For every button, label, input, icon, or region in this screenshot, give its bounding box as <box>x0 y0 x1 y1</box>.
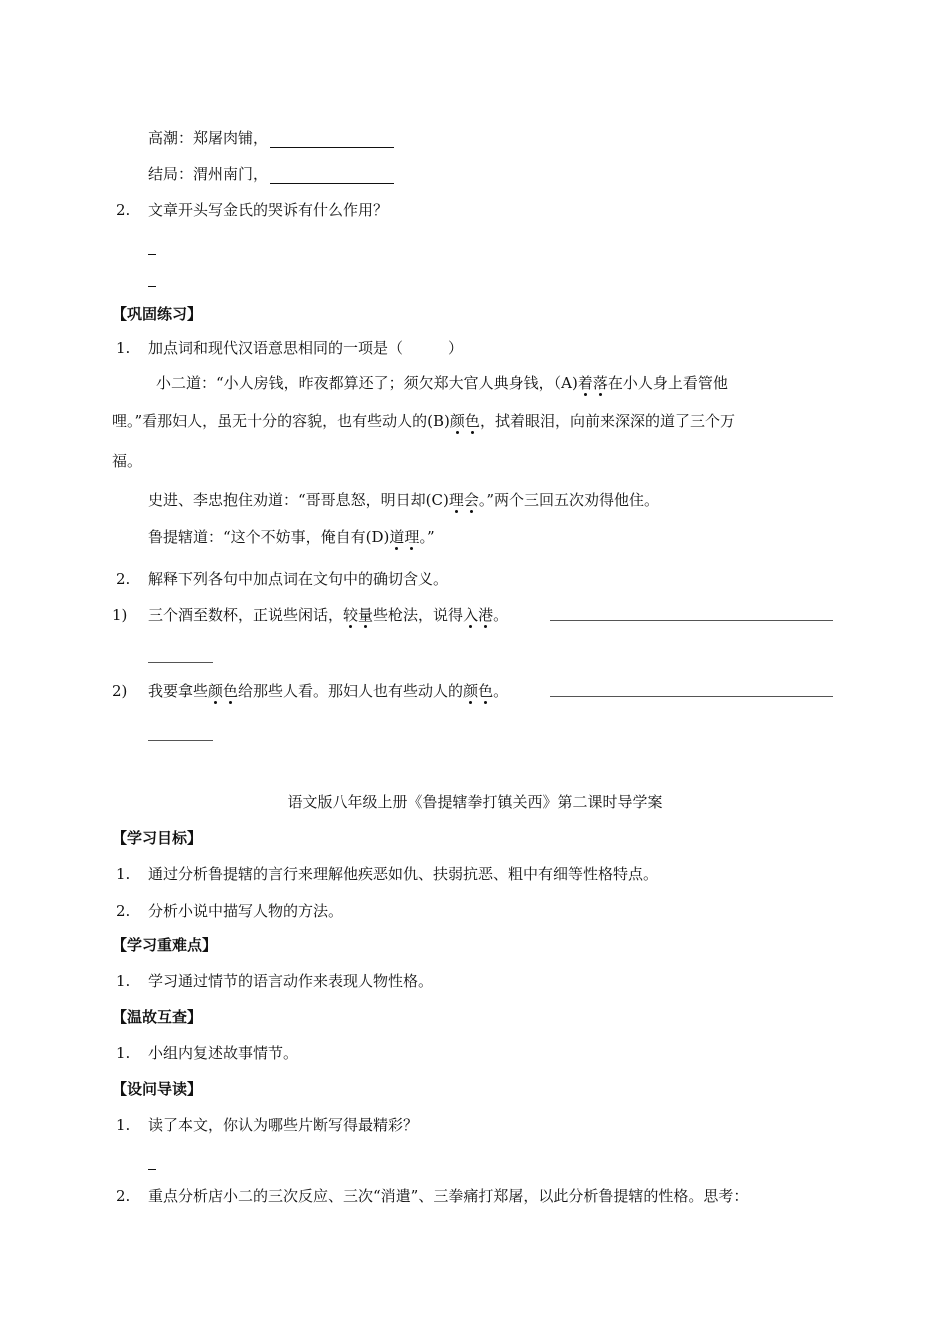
item-text: 读了本文，你认为哪些片断写得最精彩？ <box>148 1116 419 1134</box>
passage-line: 小二道：“小人房钱，昨夜都算还了；须欠郑大官人典身钱，（A)着落在小人身上看管他 <box>156 374 728 392</box>
section-heading-guided-reading: 【设问导读】 <box>112 1080 203 1098</box>
passage-line: 史进、李忠抱住劝道：“哥哥息怒，明日却(C)理会。”两个三回五次劝得他住。 <box>148 491 660 509</box>
item-text: 学习通过情节的语言动作来表现人物性格。 <box>148 972 434 990</box>
dotted-word: 色 <box>478 682 494 700</box>
dotted-word: 港 <box>478 606 494 624</box>
item-number: 1. <box>116 865 131 883</box>
item-text: 分析小说中描写人物的方法。 <box>148 902 344 920</box>
item-number: 1. <box>116 1044 131 1062</box>
answer-blank[interactable] <box>270 147 394 148</box>
item-number: 2. <box>116 1187 131 1205</box>
dotted-word: 较 <box>343 606 359 624</box>
dotted-word: 道 <box>389 528 405 546</box>
dotted-word: 色 <box>464 412 480 430</box>
dotted-word: 入 <box>463 606 479 624</box>
section-heading-consolidate: 【巩固练习】 <box>112 305 203 323</box>
item-text: 通过分析鲁提辖的言行来理解他疾恶如仇、扶弱抗恶、粗中有细等性格特点。 <box>148 865 659 883</box>
dotted-word: 落 <box>592 374 608 392</box>
answer-line[interactable] <box>550 696 833 697</box>
sub-question-number: 1) <box>112 606 128 624</box>
passage-line: 福。 <box>112 452 143 470</box>
item-number: 1. <box>116 1116 131 1134</box>
lesson-title: 语文版八年级上册《鲁提辖拳打镇关西》第二课时导学案 <box>287 793 663 811</box>
question-number: 2. <box>116 201 131 219</box>
plot-climax: 高潮：郑屠肉铺， <box>148 128 394 148</box>
dotted-word: 色 <box>223 682 239 700</box>
passage-line: 哩。”看那妇人，虽无十分的容貌，也有些动人的(B)颜色，拭着眼泪，向前来深深的道了三个万 <box>112 412 735 430</box>
sub-question-text: 我要拿些颜色给那些人看。那妇人也有些动人的颜色。 <box>148 682 509 700</box>
answer-line[interactable] <box>148 740 213 741</box>
plot-ending: 结局：渭州南门， <box>148 164 394 184</box>
dotted-word: 理 <box>448 491 464 509</box>
dotted-word: 着 <box>577 374 593 392</box>
answer-line[interactable] <box>148 286 156 287</box>
item-number: 2. <box>116 902 131 920</box>
dotted-word: 颜 <box>208 682 224 700</box>
answer-line[interactable] <box>148 254 156 255</box>
dotted-word: 会 <box>463 491 479 509</box>
item-number: 1. <box>116 972 131 990</box>
sub-question-number: 2) <box>112 682 128 700</box>
answer-line[interactable] <box>148 662 213 663</box>
question-text: 文章开头写金氏的哭诉有什么作用？ <box>148 201 389 219</box>
item-text: 重点分析店小二的三次反应、三次“消遣”、三拳痛打郑屠，以此分析鲁提辖的性格。思考： <box>148 1187 749 1205</box>
sub-question-text: 三个酒至数杯，正说些闲话，较量些枪法，说得入港。 <box>148 606 509 624</box>
answer-line[interactable] <box>148 1169 156 1170</box>
section-heading-key-points: 【学习重难点】 <box>112 936 218 954</box>
question-number: 1. <box>116 339 131 357</box>
question-number: 2. <box>116 570 131 588</box>
question-text: 加点词和现代汉语意思相同的一项是（ ） <box>148 339 464 357</box>
passage-line: 鲁提辖道：“这个不妨事，俺自有(D)道理。” <box>148 528 435 546</box>
dotted-word: 量 <box>358 606 374 624</box>
section-heading-review: 【温故互查】 <box>112 1008 203 1026</box>
dotted-word: 颜 <box>449 412 465 430</box>
section-heading-goals: 【学习目标】 <box>112 829 203 847</box>
item-text: 小组内复述故事情节。 <box>148 1044 299 1062</box>
question-text: 解释下列各句中加点词在文句中的确切含义。 <box>148 570 449 588</box>
answer-line[interactable] <box>550 620 833 621</box>
dotted-word: 理 <box>404 528 420 546</box>
answer-blank[interactable] <box>270 183 394 184</box>
dotted-word: 颜 <box>463 682 479 700</box>
